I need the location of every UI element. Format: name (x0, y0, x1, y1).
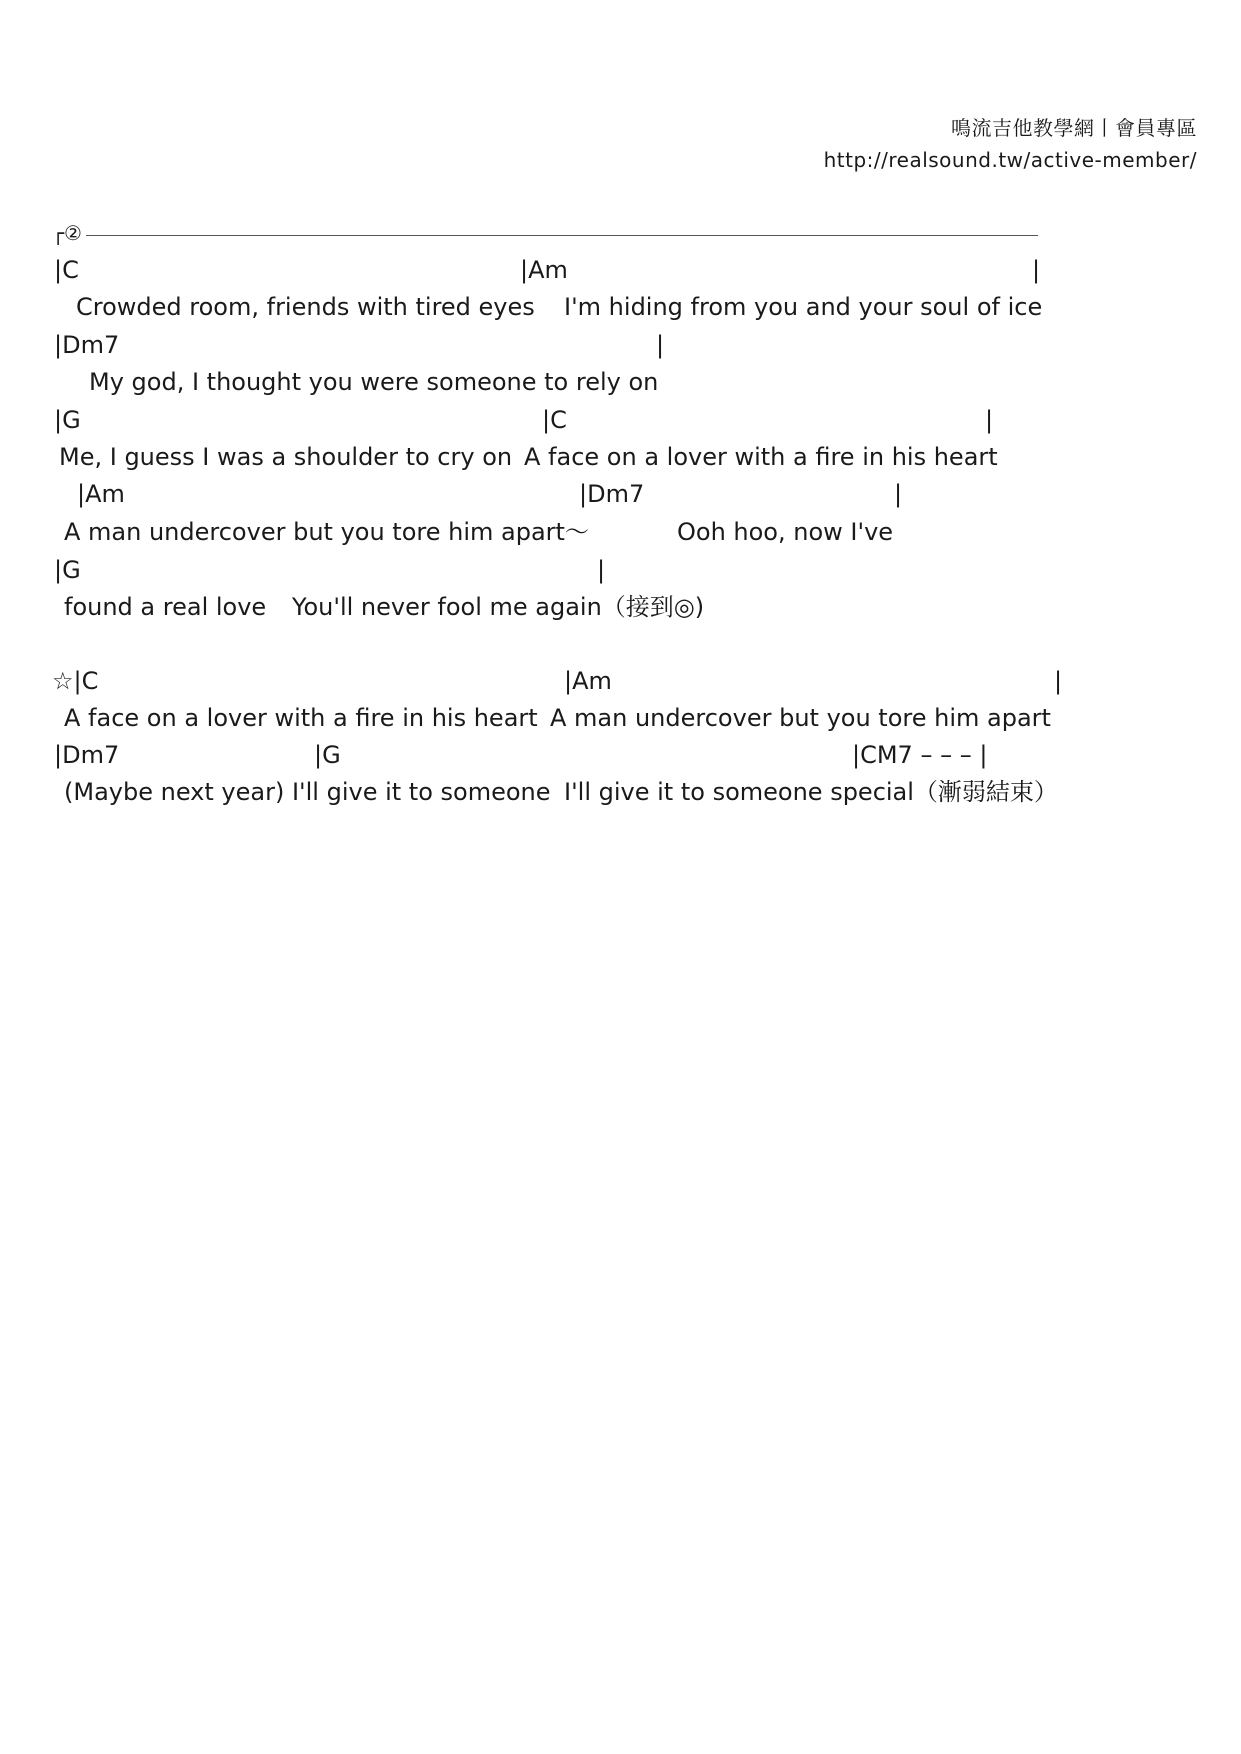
chord-g: |G (54, 406, 81, 434)
bar-line: | (894, 480, 903, 508)
chord-g: |G (314, 741, 341, 769)
lyric-line: Me, I guess I was a shoulder to cry on (59, 443, 513, 471)
chord-dm7: |Dm7 (54, 331, 120, 359)
lyric-line: My god, I thought you were someone to rely on (89, 368, 659, 396)
bar-line: | (985, 406, 994, 434)
lyric-line: I'm hiding from you and your soul of ice (564, 293, 1043, 321)
chord-c-star: ☆|C (52, 667, 99, 695)
chord-am: |Am (564, 667, 612, 695)
lyric-line: found a real love (64, 593, 267, 621)
chord-am: |Am (520, 256, 568, 284)
lyric-line: A man undercover but you tore him apart (550, 704, 1051, 732)
bar-line: | (656, 331, 665, 359)
section-marker: ┌② (52, 221, 82, 245)
bar-line: | (1032, 256, 1041, 284)
chord-dm7: |Dm7 (54, 741, 120, 769)
bar-line: | (597, 556, 606, 584)
lyric-line: (Maybe next year) I'll give it to someone (64, 778, 551, 806)
chord-c: |C (54, 256, 79, 284)
member-url: http://realsound.tw/active-member/ (823, 148, 1197, 172)
lyric-line: A face on a lover with a fire in his heart (64, 704, 538, 732)
chord-g: |G (54, 556, 81, 584)
chord-cm7: |CM7 – – – | (852, 741, 988, 769)
lyric-line: You'll never fool me again（接到◎) (292, 593, 705, 621)
bar-line: | (1054, 667, 1063, 695)
site-name: 鳴流吉他教學網丨會員專區 (951, 116, 1197, 140)
lyric-line: Ooh hoo, now I've (677, 518, 894, 546)
lyric-line: I'll give it to someone special（漸弱結束） (564, 778, 1058, 806)
chord-am: |Am (77, 480, 125, 508)
chord-dm7: |Dm7 (579, 480, 645, 508)
lyric-line: A face on a lover with a fire in his heart (524, 443, 998, 471)
lyric-line: A man undercover but you tore him apart～ (64, 518, 589, 546)
section-divider (86, 235, 1038, 236)
chord-c: |C (542, 406, 567, 434)
lyric-line: Crowded room, friends with tired eyes (76, 293, 535, 321)
